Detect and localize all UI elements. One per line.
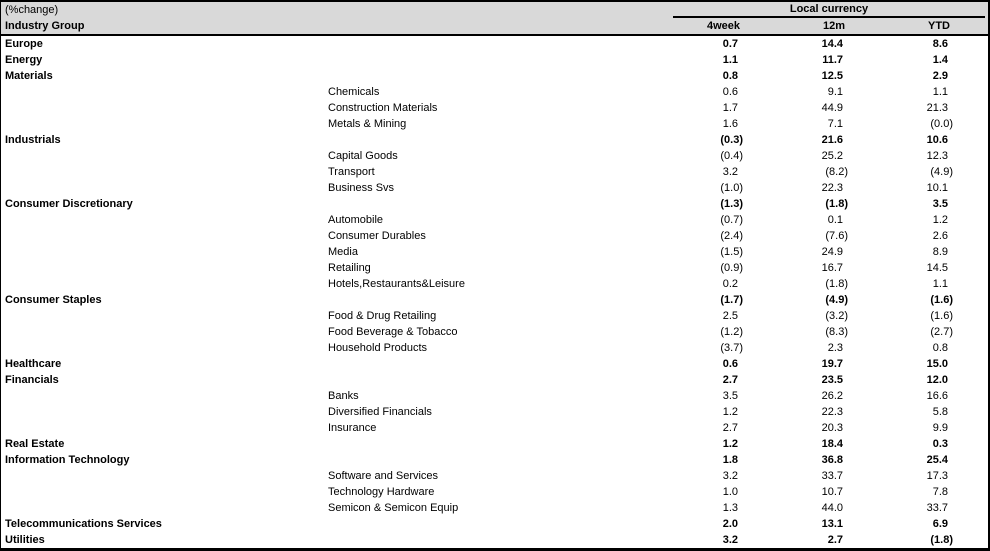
industry-group-name: Industrials	[5, 134, 61, 146]
value-cell: 7.1	[827, 118, 843, 130]
value-cell: 10.6	[926, 134, 948, 146]
value-cell: 1.4	[932, 54, 948, 66]
value-cell: 2.5	[722, 310, 738, 322]
table-row	[1, 484, 988, 500]
table-row	[1, 308, 988, 324]
industry-subgroup-name: Household Products	[328, 342, 428, 354]
value-cell: 10.7	[821, 486, 843, 498]
table-row	[1, 196, 988, 212]
value-cell: 1.1	[932, 86, 948, 98]
value-cell: 18.4	[821, 438, 843, 450]
industry-subgroup-name: Retailing	[328, 262, 371, 274]
value-cell: 16.7	[821, 262, 843, 274]
value-cell: 44.0	[821, 502, 843, 514]
table-row	[1, 500, 988, 516]
table-row	[1, 420, 988, 436]
value-cell: 3.2	[722, 166, 738, 178]
industry-group-name: Europe	[5, 38, 43, 50]
value-cell: 21.6	[821, 134, 843, 146]
value-cell: (8.3)	[825, 326, 848, 338]
value-cell: 19.7	[821, 358, 843, 370]
industry-subgroup-name: Diversified Financials	[328, 406, 432, 418]
table-row	[1, 244, 988, 260]
value-cell: (1.6)	[930, 294, 953, 306]
value-cell: 25.2	[821, 150, 843, 162]
value-cell: 23.5	[821, 374, 843, 386]
value-cell: 0.7	[722, 38, 738, 50]
industry-group-name: Healthcare	[5, 358, 62, 370]
value-cell: 3.2	[722, 534, 738, 546]
value-cell: 13.1	[821, 518, 843, 530]
industry-subgroup-name: Automobile	[328, 214, 384, 226]
value-cell: 1.0	[722, 486, 738, 498]
value-cell: 0.6	[722, 358, 738, 370]
table-row	[1, 164, 988, 180]
value-cell: 12.0	[926, 374, 948, 386]
industry-group-name: Consumer Staples	[5, 294, 102, 306]
value-cell: 5.8	[932, 406, 948, 418]
value-cell: 9.9	[932, 422, 948, 434]
value-cell: 22.3	[821, 406, 843, 418]
industry-subgroup-name: Construction Materials	[328, 102, 438, 114]
value-cell: 1.2	[932, 214, 948, 226]
industry-subgroup-name: Hotels,Restaurants&Leisure	[328, 278, 465, 290]
value-cell: 1.2	[722, 438, 738, 450]
table-row	[1, 132, 988, 148]
value-cell: 0.8	[932, 342, 948, 354]
value-cell: (1.3)	[720, 198, 743, 210]
value-cell: 33.7	[926, 502, 948, 514]
value-cell: 14.5	[926, 262, 948, 274]
table-body	[1, 36, 988, 548]
value-cell: 7.8	[932, 486, 948, 498]
value-cell: (1.0)	[720, 182, 743, 194]
table-row	[1, 340, 988, 356]
value-cell: (1.8)	[825, 278, 848, 290]
industry-group-name: Consumer Discretionary	[5, 198, 133, 210]
table-row	[1, 324, 988, 340]
value-cell: 44.9	[821, 102, 843, 114]
table-header	[1, 2, 988, 36]
industry-group-header: Industry Group	[5, 20, 85, 32]
value-cell: 22.3	[821, 182, 843, 194]
table-row	[1, 356, 988, 372]
value-cell: (2.7)	[930, 326, 953, 338]
value-cell: 2.9	[932, 70, 948, 82]
industry-subgroup-name: Business Svs	[328, 182, 395, 194]
value-cell: (1.6)	[930, 310, 953, 322]
column-header-ytd: YTD	[928, 20, 950, 32]
value-cell: 6.9	[932, 518, 948, 530]
table-row	[1, 372, 988, 388]
value-cell: 2.3	[827, 342, 843, 354]
value-cell: (3.7)	[720, 342, 743, 354]
value-cell: 1.1	[722, 54, 738, 66]
local-currency-header: Local currency	[673, 2, 985, 18]
table-row	[1, 68, 988, 84]
industry-subgroup-name: Technology Hardware	[328, 486, 435, 498]
value-cell: 2.0	[722, 518, 738, 530]
industry-subgroup-name: Insurance	[328, 422, 377, 434]
value-cell: 2.7	[722, 374, 738, 386]
industry-subgroup-name: Food Beverage & Tobacco	[328, 326, 458, 338]
value-cell: 14.4	[821, 38, 843, 50]
table-row	[1, 292, 988, 308]
table-row	[1, 100, 988, 116]
column-header-4week: 4week	[706, 20, 740, 32]
value-cell: 24.9	[821, 246, 843, 258]
table-row	[1, 436, 988, 452]
value-cell: 2.6	[932, 230, 948, 242]
table-row	[1, 388, 988, 404]
value-cell: 1.6	[722, 118, 738, 130]
value-cell: (3.2)	[825, 310, 848, 322]
table-row	[1, 116, 988, 132]
value-cell: 12.3	[926, 150, 948, 162]
industry-subgroup-name: Media	[328, 246, 358, 258]
value-cell: 1.8	[722, 454, 738, 466]
table-row	[1, 148, 988, 164]
header-row-currency	[1, 2, 988, 18]
table-row	[1, 52, 988, 68]
industry-group-name: Information Technology	[5, 454, 130, 466]
value-cell: (0.4)	[720, 150, 743, 162]
industry-subgroup-name: Banks	[328, 390, 359, 402]
table-row	[1, 260, 988, 276]
value-cell: (1.8)	[930, 534, 953, 546]
value-cell: 0.3	[932, 438, 948, 450]
industry-subgroup-name: Food & Drug Retailing	[328, 310, 437, 322]
value-cell: 9.1	[827, 86, 843, 98]
table-row	[1, 36, 988, 52]
table-row	[1, 516, 988, 532]
value-cell: (0.7)	[720, 214, 743, 226]
value-cell: 17.3	[926, 470, 948, 482]
value-cell: (0.9)	[720, 262, 743, 274]
value-cell: 10.1	[926, 182, 948, 194]
value-cell: (0.3)	[720, 134, 743, 146]
industry-group-name: Utilities	[5, 534, 45, 546]
table-row	[1, 276, 988, 292]
industry-subgroup-name: Consumer Durables	[328, 230, 426, 242]
value-cell: (1.7)	[720, 294, 743, 306]
value-cell: 0.8	[722, 70, 738, 82]
table-row	[1, 452, 988, 468]
value-cell: (4.9)	[825, 294, 848, 306]
table-row	[1, 212, 988, 228]
value-cell: 3.5	[722, 390, 738, 402]
industry-group-name: Energy	[5, 54, 43, 66]
industry-group-name: Telecommunications Services	[5, 518, 162, 530]
value-cell: (4.9)	[930, 166, 953, 178]
value-cell: 12.5	[821, 70, 843, 82]
table-row	[1, 228, 988, 244]
industry-subgroup-name: Metals & Mining	[328, 118, 407, 130]
column-header-12m: 12m	[822, 20, 845, 32]
percent-change-label: (%change)	[5, 4, 59, 16]
value-cell: 2.7	[722, 422, 738, 434]
value-cell: 3.5	[932, 198, 948, 210]
value-cell: 0.1	[827, 214, 843, 226]
table-row	[1, 180, 988, 196]
industry-subgroup-name: Chemicals	[328, 86, 380, 98]
value-cell: 1.3	[722, 502, 738, 514]
industry-group-name: Materials	[5, 70, 53, 82]
value-cell: 26.2	[821, 390, 843, 402]
industry-subgroup-name: Capital Goods	[328, 150, 398, 162]
value-cell: (7.6)	[825, 230, 848, 242]
value-cell: 1.7	[722, 102, 738, 114]
table-row	[1, 84, 988, 100]
value-cell: 15.0	[926, 358, 948, 370]
value-cell: (1.8)	[825, 198, 848, 210]
value-cell: 36.8	[821, 454, 843, 466]
industry-subgroup-name: Software and Services	[328, 470, 439, 482]
value-cell: 25.4	[926, 454, 948, 466]
value-cell: (8.2)	[825, 166, 848, 178]
value-cell: 20.3	[821, 422, 843, 434]
value-cell: 0.6	[722, 86, 738, 98]
value-cell: (1.5)	[720, 246, 743, 258]
value-cell: (2.4)	[720, 230, 743, 242]
industry-subgroup-name: Transport	[328, 166, 375, 178]
value-cell: (0.0)	[930, 118, 953, 130]
value-cell: 21.3	[926, 102, 948, 114]
value-cell: 33.7	[821, 470, 843, 482]
industry-group-name: Financials	[5, 374, 59, 386]
value-cell: 11.7	[822, 54, 843, 66]
value-cell: 1.1	[932, 278, 948, 290]
table-row	[1, 532, 988, 548]
industry-subgroup-name: Semicon & Semicon Equip	[328, 502, 459, 514]
value-cell: 1.2	[722, 406, 738, 418]
value-cell: 0.2	[722, 278, 738, 290]
value-cell: 8.9	[932, 246, 948, 258]
table-row	[1, 468, 988, 484]
value-cell: 3.2	[722, 470, 738, 482]
industry-group-name: Real Estate	[5, 438, 65, 450]
value-cell: (1.2)	[720, 326, 743, 338]
value-cell: 2.7	[827, 534, 843, 546]
table-row	[1, 404, 988, 420]
header-row-columns	[1, 18, 988, 34]
value-cell: 16.6	[926, 390, 948, 402]
value-cell: 8.6	[932, 38, 948, 50]
